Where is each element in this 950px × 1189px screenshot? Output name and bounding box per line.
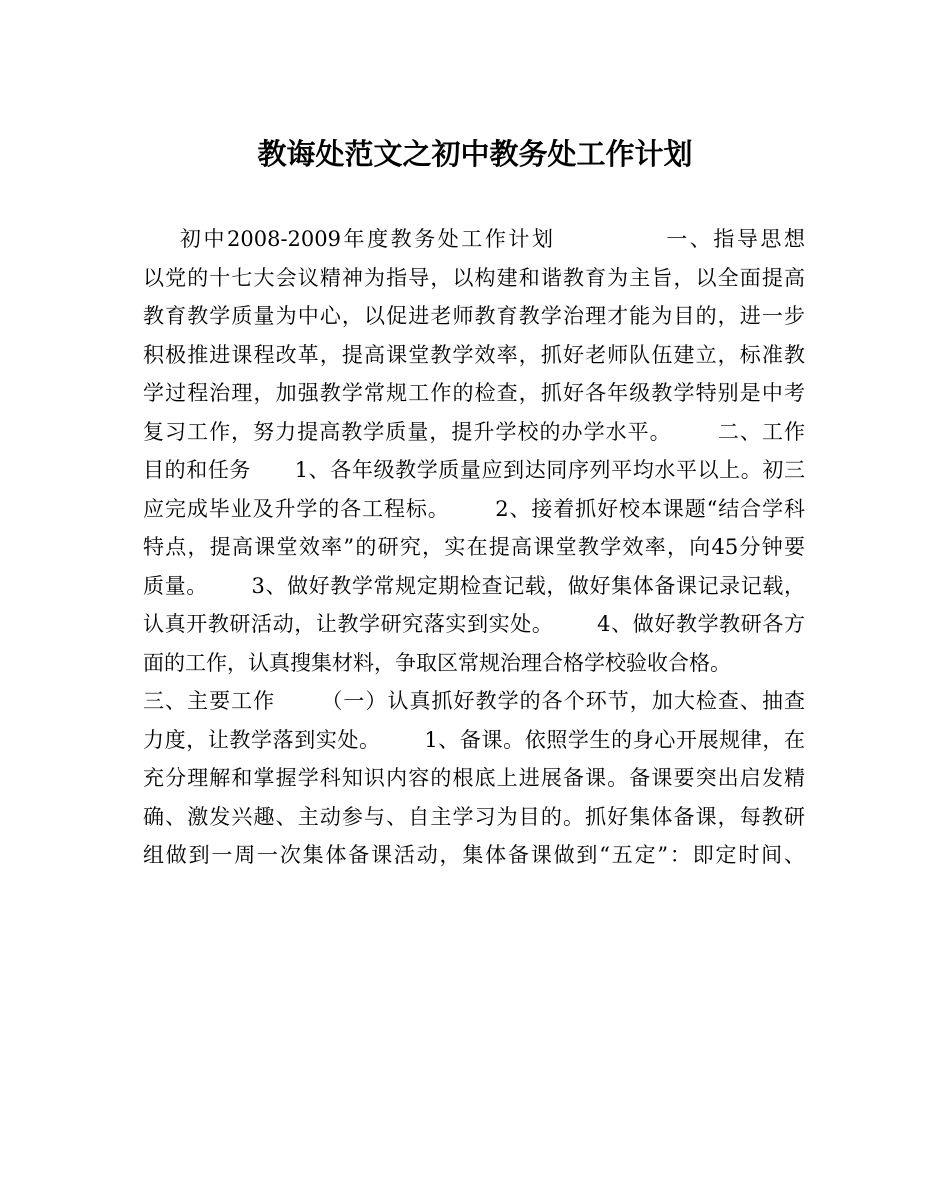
body-line: 特点，提高课堂效率”的研究，实在提高课堂教学效率，向45分钟要 bbox=[143, 535, 805, 559]
body-line: 积极推进课程改革，提高课堂教学效率，抓好老师队伍建立，标准教 bbox=[143, 342, 805, 367]
body-line: 确、激发兴趣、主动参与、自主学习为目的。抓好集体备课，每教研 bbox=[143, 804, 805, 829]
document-body bbox=[143, 220, 805, 875]
body-line: 复习工作，努力提高教学质量，提升学校的办学水平。 二、工作 bbox=[143, 419, 805, 444]
body-line: 教育教学质量为中心，以促进老师教育教学治理才能为目的，进一步 bbox=[143, 304, 805, 328]
body-line: 目的和任务 1、各年级教学质量应到达同序列平均水平以上。初三 bbox=[143, 458, 805, 482]
body-line: 充分理解和掌握学科知识内容的根底上进展备课。备课要突出启发精 bbox=[143, 766, 805, 790]
body-line: 学过程治理，加强教学常规工作的检查，抓好各年级教学特别是中考 bbox=[143, 381, 805, 405]
body-line: 面的工作，认真搜集材料，争取区常规治理合格学校验收合格。 bbox=[143, 650, 731, 675]
body-line: 组做到一周一次集体备课活动，集体备课做到“五定”：即定时间、 bbox=[143, 843, 805, 867]
body-line: 初中2008-2009年度教务处工作计划 一、指导思想 bbox=[143, 227, 805, 251]
document-title: 教诲处范文之初中教务处工作计划 bbox=[257, 137, 693, 171]
body-line: 应完成毕业及升学的各工程标。 2、接着抓好校本课题“结合学科 bbox=[143, 496, 805, 521]
body-line: 质量。 3、做好教学常规定期检查记载，做好集体备课记录记载， bbox=[143, 573, 805, 598]
body-line: 以党的十七大会议精神为指导，以构建和谐教育为主旨，以全面提高 bbox=[143, 265, 805, 290]
body-line: 三、主要工作 （一）认真抓好教学的各个环节，加大检查、抽查 bbox=[143, 689, 805, 713]
body-line: 力度，让教学落到实处。 1、备课。依照学生的身心开展规律，在 bbox=[143, 727, 805, 752]
body-line: 认真开教研活动，让教学研究落实到实处。 4、做好教学教研各方 bbox=[143, 612, 805, 636]
